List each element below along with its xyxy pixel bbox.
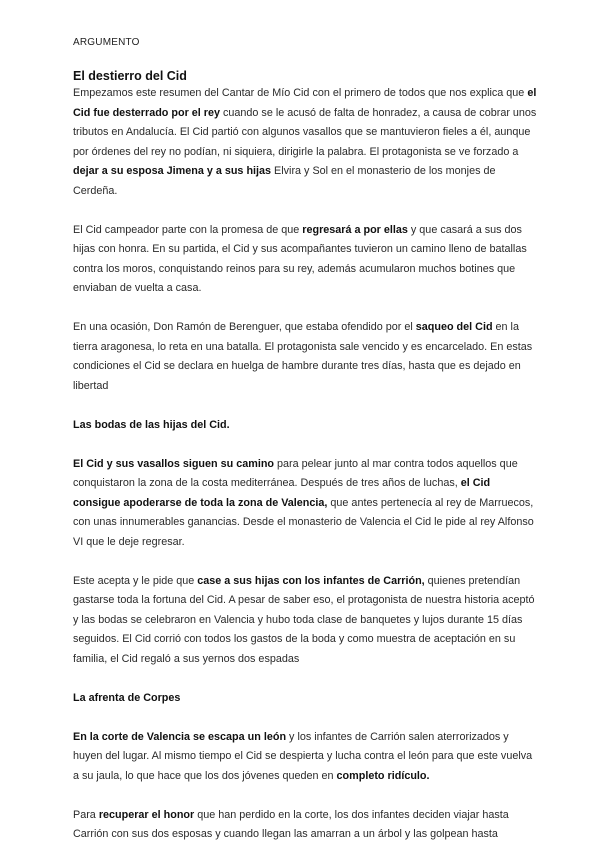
text-run: que antes pertenecía al rey de Marruecos, con unas innumerables ganancias. Desde el monasterio de Valencia el Cid le pide al rey Alfonso VI que le deje regresar. [73,496,534,548]
text-run: y los infantes de Carrión salen aterrorizados y huyen del lugar. Al mismo tiempo el Cid se despierta y lucha contra el león para que este vuelva a su jaula, lo que hace que los dos jóvenes queden en [73,730,533,782]
text-run: para pelear junto al mar contra todos aquellos que conquistaron la zona de la costa mediterránea. Después de tres años de luchas, [73,457,518,489]
text-run: En una ocasión, Don Ramón de Berenguer, que estaba ofendido por el [73,321,416,333]
bold-phrase: saqueo del Cid [415,321,493,333]
text-run: quienes pretendían gastarse toda la fortuna del Cid. A pesar de saber eso, el protagonista de nuestra historia aceptó y las bodas se celebraron en Valencia y hubo toda clase de banquetes y lujos durante 15 días seguidos. El Cid corrió con todos los gastos de la boda y como muestra de aceptación en su familia, el Cid regaló a sus yernos dos espadas [73,574,535,665]
text-run: y que casará a sus dos hijas con honra. En su partida, el Cid y sus acompañantes tuvieron un camino lleno de batallas contra los moros, conquistando reinos para su rey, además acumularon muchos botines que enviaban de vuelta a casa. [73,223,527,294]
paragraph [73,84,540,201]
paragraph [73,318,540,396]
paragraph [73,728,540,787]
bold-phrase: el Cid fue desterrado por el rey [73,87,537,119]
bold-phrase: El Cid y sus vasallos siguen su camino [73,457,275,470]
text-run: cuando se le acusó de falta de honradez, a causa de cobrar unos tributos en Andalucía. El Cid partió con algunos vasallos que se mantuvieron fieles a él, aunque por órdenes del rey no podían, ni siquiera, dirigirle la palabra. El protagonista se ve forzado a [73,106,537,158]
text-run: que han perdido en la corte, los dos infantes deciden viajar hasta Carrión con sus dos esposas y cuando llegan las amarran a un árbol y las golpean hasta [73,808,509,840]
section-heading: Las bodas de las hijas del Cid. [73,418,230,431]
text-run: El Cid campeador parte con la promesa de que [73,223,303,236]
bold-phrase: recuperar el honor [98,808,195,821]
document-body [73,84,540,845]
text-run: Para [73,808,99,821]
text-run: Empezamos este resumen del Cantar de Mío Cid con el primero de todos que nos explica que [73,87,528,99]
paragraph [73,572,540,670]
bold-phrase: dejar a su esposa Jimena y a sus hijas [73,165,272,177]
paragraph [73,806,540,845]
bold-phrase: completo ridículo. [336,769,430,782]
bold-phrase: En la corte de Valencia se escapa un león [73,730,287,743]
text-run: Este acepta y le pide que [73,574,198,587]
bold-phrase: regresará a por ellas [302,223,408,236]
section-heading: La afrenta de Corpes [73,691,181,704]
paragraph [73,221,540,299]
bold-phrase: case a sus hijas con los infantes de Carrión, [197,574,425,587]
paragraph [73,455,540,553]
header-label: ARGUMENTO [73,37,140,48]
bold-phrase: el Cid consigue apoderarse de toda la zona de Valencia, [73,477,491,509]
text-run: en la tierra aragonesa, lo reta en una batalla. El protagonista sale vencido y es encarcelado. En estas condiciones el Cid se declara en huelga de hambre durante tres días, hasta que es dejado en libertad [73,321,533,392]
text-run: Elvira y Sol en el monasterio de los monjes de Cerdeña. [73,165,496,197]
document-title: El destierro del Cid [73,69,187,83]
